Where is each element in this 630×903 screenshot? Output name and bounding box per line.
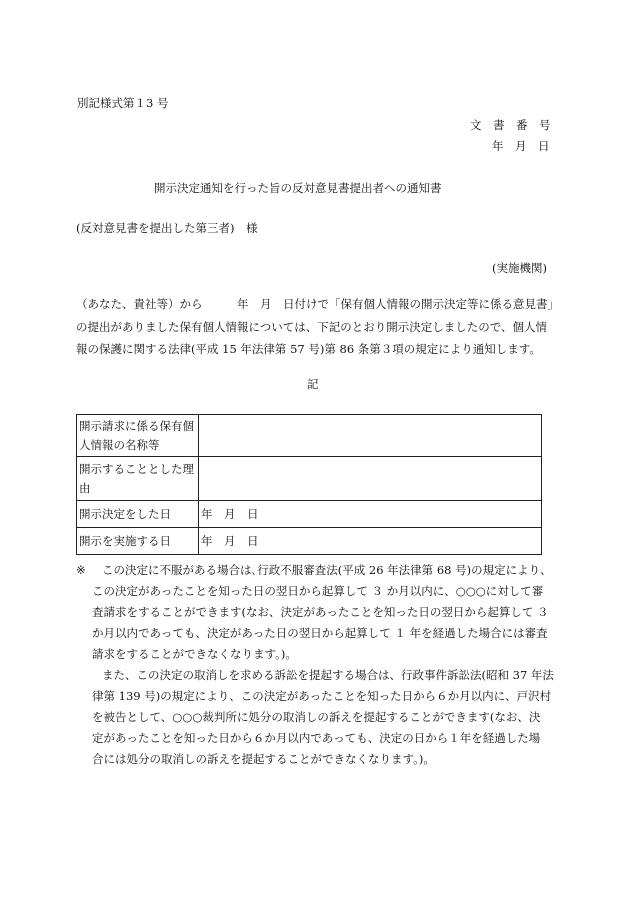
table-label: 開示を実施する日 (77, 528, 199, 555)
table-value (199, 415, 542, 457)
note-line: この決定があったことを知った日の翌日から起算して ３ か月以内に、○○○に対して審 (92, 584, 544, 598)
table-value: 年 月 日 (199, 501, 542, 528)
note-paragraph-1 (92, 560, 557, 665)
table-label: 開示請求に係る保有個人情報の名称等 (77, 415, 199, 457)
note-line: を被告として、○○○裁判所に処分の取消しの訴えを提起することができます(なお、決 (92, 710, 541, 724)
body-paragraph (76, 293, 559, 361)
table-label: 開示することとした理由 (77, 457, 199, 501)
table-row (77, 501, 542, 528)
details-table (76, 414, 542, 555)
note-line: 律第 139 号)の規定により、この決定があったことを知った日から６か月以内に、戸沢村 (92, 689, 552, 703)
note-line: 定があったことを知った日から６か月以内であっても、決定の日から１年を経過した場 (92, 731, 541, 745)
note-mark: ※ (76, 563, 86, 577)
note-paragraph-2 (92, 665, 557, 770)
table-label: 開示決定をした日 (77, 501, 199, 528)
note-line: 合には処分の取消しの訴えを提起することができなくなります。)。 (92, 752, 435, 766)
note-line: 請求をすることができなくなります。)。 (92, 647, 297, 661)
date-label: 年 月 日 (492, 139, 550, 153)
note-line: また、この決定の取消しを求める訴訟を提起する場合は、行政事件訴訟法(昭和 37 年法 (102, 668, 554, 682)
note-line: この決定に不服がある場合は､行政不服審査法(平成 26 年法律第 68 号)の規定により、 (102, 563, 552, 577)
document-title: 開示決定通知を行った旨の反対意見書提出者への通知書 (154, 181, 442, 195)
addressee: (反対意見書を提出した第三者) 様 (76, 221, 258, 235)
document-number-label: 文 書 番 号 (470, 118, 551, 132)
note-line: 査請求をすることができます(なお、決定があったことを知った日の翌日から起算して ３ (92, 605, 549, 619)
body-line-2: の提出がありました保有個人情報については、下記のとおり開示決定しましたので、個人情 (76, 319, 548, 334)
table-value: 年 月 日 (199, 528, 542, 555)
note-line: か月以内であっても、決定があった日の翌日から起算して １ 年を経過した場合には審査 (92, 626, 548, 640)
table-row (77, 415, 542, 457)
form-number: 別記様式第１3 号 (77, 96, 169, 110)
issuer: (実施機関) (492, 261, 547, 275)
table-value (199, 457, 542, 501)
body-line-3: 報の保護に関する法律(平成 15 年法律第 57 号)第 86 条第３項の規定により通知します。 (76, 342, 541, 356)
table-row (77, 528, 542, 555)
body-line-1: （あなた、貴社等）から 年 月 日付けで「保有個人情報の開示決定等に係る意見書」 (76, 297, 559, 311)
ki-heading: 記 (307, 377, 319, 391)
table-row (77, 457, 542, 501)
